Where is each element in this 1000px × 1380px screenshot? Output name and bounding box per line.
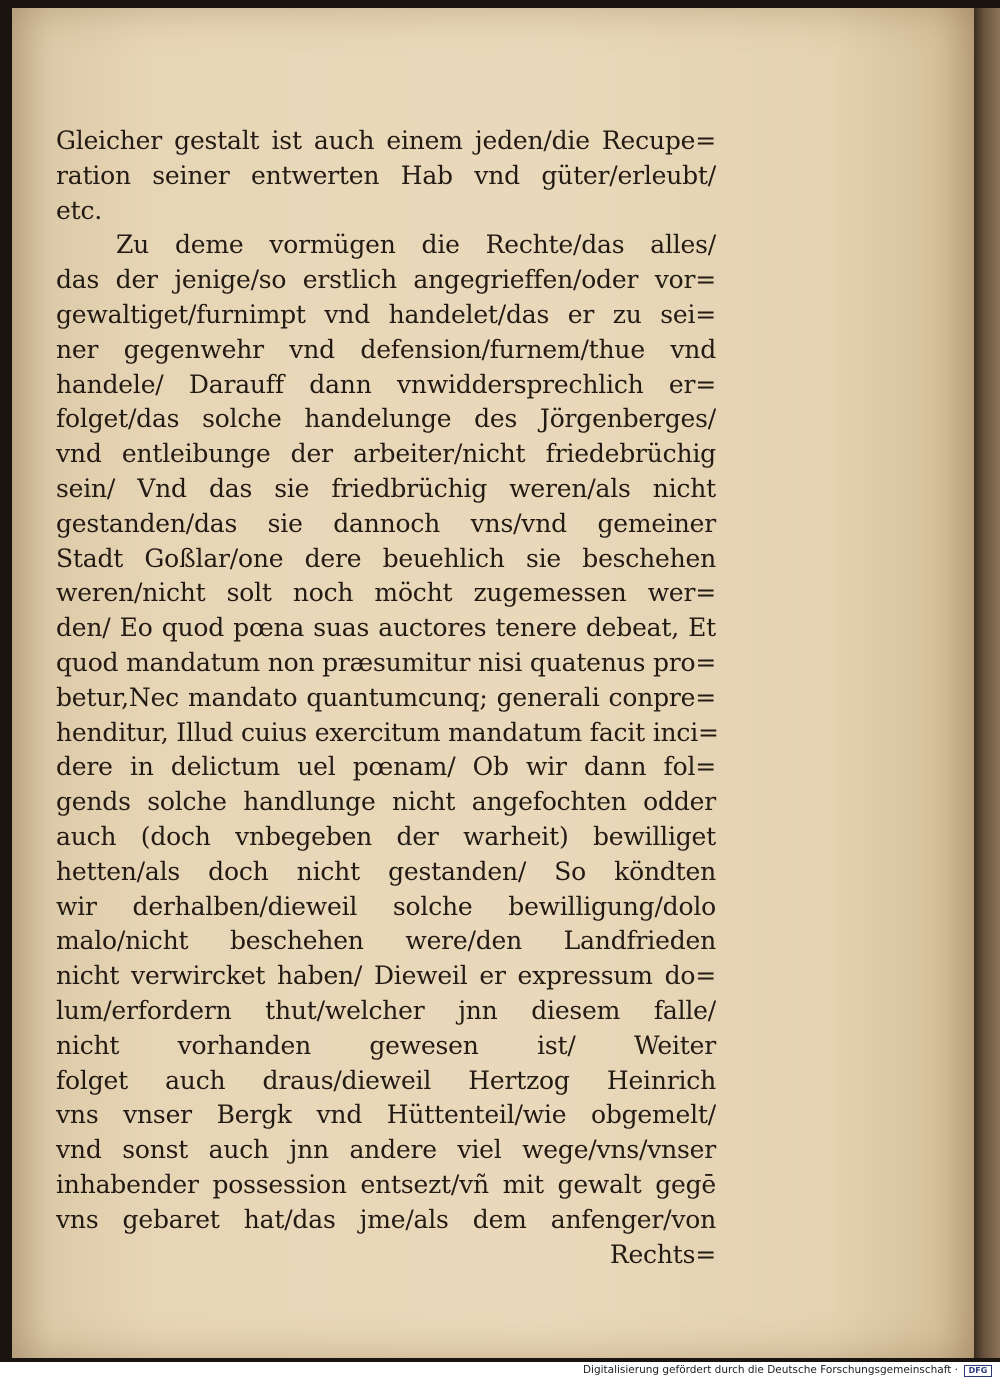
text-line: handele/ Darauff dann vnwiddersprechlich er= <box>56 369 716 399</box>
book-edge <box>974 8 1000 1358</box>
text-line: gends solche handlunge nicht angefochten odder <box>56 787 716 817</box>
text-line: gestanden/das sie dannoch vns/vnd gemeiner <box>56 508 716 538</box>
text-line: Gleicher gestalt ist auch einem jeden/die Recupe= <box>56 126 716 155</box>
text-line: henditur, Illud cuius exercitum mandatum facit inci= <box>56 717 719 747</box>
text-line: auch (doch vnbegeben der warheit) bewilliget <box>56 821 716 851</box>
text-line: wir derhalben/dieweil solche bewilligung/dolo <box>56 891 716 921</box>
text-line: ration seiner entwerten Hab vnd güter/erleubt/ <box>56 160 716 190</box>
text-line: vnd entleibunge der arbeiter/nicht friedebrüchig <box>56 439 716 469</box>
text-line: Zu deme vormügen die Rechte/das alles/ <box>116 230 716 260</box>
text-line: hetten/als doch nicht gestanden/ So köndten <box>56 856 716 886</box>
body-text <box>56 124 719 1272</box>
text-line: sein/ Vnd das sie friedbrüchig weren/als nicht <box>56 473 716 503</box>
text-line: inhabender possession entsezt/vñ mit gewalt gegē <box>56 1169 716 1199</box>
text-line: vnd sonst auch jnn andere viel wege/vns/vnser <box>56 1135 716 1165</box>
dfg-logo: DFG <box>964 1365 992 1377</box>
text-line: lum/erfordern thut/welcher jnn diesem falle/ <box>56 995 716 1025</box>
funding-credit: Digitalisierung gefördert durch die Deutsche Forschungsgemeinschaft · <box>582 1364 958 1376</box>
text-line: vns vnser Bergk vnd Hüttenteil/wie obgemelt/ <box>56 1100 716 1130</box>
text-line: quod mandatum non præsumitur nisi quatenus pro= <box>56 647 717 677</box>
text-line: etc. <box>56 195 102 225</box>
text-line: dere in delictum uel pœnam/ Ob wir dann fol= <box>56 752 716 782</box>
text-line: nicht vorhanden gewesen ist/ Weiter <box>56 1030 716 1060</box>
text-line: betur,Nec mandato quantumcunq; generali conpre= <box>56 682 716 712</box>
text-line: ner gegenwehr vnd defension/furnem/thue vnd <box>56 334 716 364</box>
text-line: malo/nicht beschehen were/den Landfrieden <box>56 926 716 956</box>
text-line: gewaltiget/furnimpt vnd handelet/das er zu sei= <box>56 299 716 329</box>
text-line: nicht verwircket haben/ Dieweil er expressum do= <box>56 961 716 991</box>
text-line: Stadt Goßlar/one dere beuehlich sie beschehen <box>56 543 716 573</box>
text-line: folget auch draus/dieweil Hertzog Heinrich <box>56 1065 716 1095</box>
digitization-footer <box>0 1362 1000 1380</box>
text-line: folget/das solche handelunge des Jörgenberges/ <box>56 404 716 434</box>
text-line: weren/nicht solt noch möcht zugemessen wer= <box>56 578 716 608</box>
catchword: Rechts= <box>609 1239 716 1269</box>
text-line: das der jenige/so erstlich angegrieffen/oder vor= <box>56 265 716 295</box>
text-line: vns gebaret hat/das jme/als dem anfenger/von <box>56 1204 716 1234</box>
text-line: den/ Eo quod pœna suas auctores tenere debeat, Et <box>56 613 716 643</box>
